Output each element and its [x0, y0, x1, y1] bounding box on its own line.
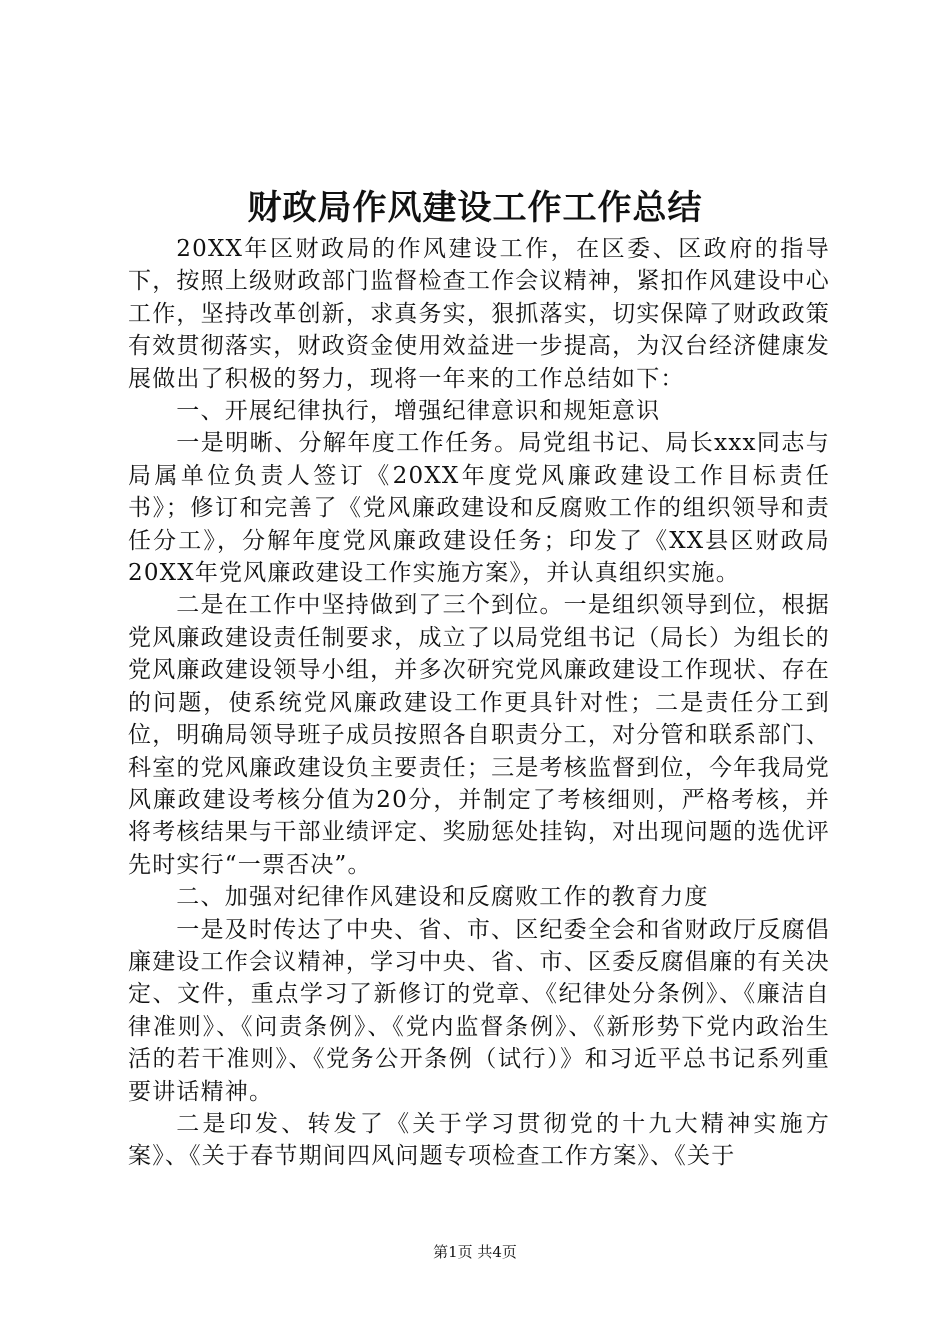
paragraph-conveying-spirit: 一是及时传达了中央、省、市、区纪委全会和省财政厅反腐倡廉建设工作会议精神，学习中央、省、市、区委反腐倡廉的有关决定、文件，重点学习了新修订的党章、《纪律处分条例》、《廉洁自律准则》、《问责条例》、《党内监督条例》、《新形势下党内政治生活的若干准则》、《党务公开条例（试行）》和习近平总书记系列重要讲话精神。	[128, 916, 830, 1105]
paragraph-intro: 20XX年区财政局的作风建设工作，在区委、区政府的指导下，按照上级财政部门监督检查工作会议精神，紧扣作风建设中心工作，坚持改革创新，求真务实，狠抓落实，切实保障了财政政策有效贯彻落实，财政资金使用效益进一步提高，为汉台经济健康发展做出了积极的努力，现将一年来的工作总结如下：	[128, 236, 830, 392]
paragraph-task-breakdown: 一是明晰、分解年度工作任务。局党组书记、局长xxx同志与局属单位负责人签订《20XX年度党风廉政建设工作目标责任书》；修订和完善了《党风廉政建设和反腐败工作的组织领导和责任分工》，分解年度党风廉政建设任务；印发了《XX县区财政局20XX年党风廉政建设工作实施方案》，并认真组织实施。	[128, 430, 830, 587]
section-heading-2: 二、加强对纪律作风建设和反腐败工作的教育力度	[176, 884, 709, 911]
document-title: 财政局作风建设工作工作总结	[247, 188, 703, 228]
document-body	[128, 233, 830, 1173]
paragraph-three-in-place: 二是在工作中坚持做到了三个到位。一是组织领导到位，根据党风廉政建设责任制要求，成立了以局党组书记（局长）为组长的党风廉政建设领导小组，并多次研究党风廉政建设工作现状、存在的问题，使系统党风廉政建设工作更具针对性；二是责任分工到位，明确局领导班子成员按照各自职责分工，对分管和联系部门、科室的党风廉政建设负主要责任；三是考核监督到位，今年我局党风廉政建设考核分值为20分，并制定了考核细则，严格考核，并将考核结果与干部业绩评定、奖励惩处挂钩，对出现问题的选优评先时实行“一票否决”。	[128, 592, 830, 878]
page-number-footer: 第1页 共4页	[433, 1243, 517, 1261]
paragraph-issued-documents: 二是印发、转发了《关于学习贯彻党的十九大精神实施方案》、《关于春节期间四风问题专项检查工作方案》、《关于	[128, 1110, 830, 1170]
section-heading-1: 一、开展纪律执行，增强纪律意识和规矩意识	[176, 398, 661, 425]
